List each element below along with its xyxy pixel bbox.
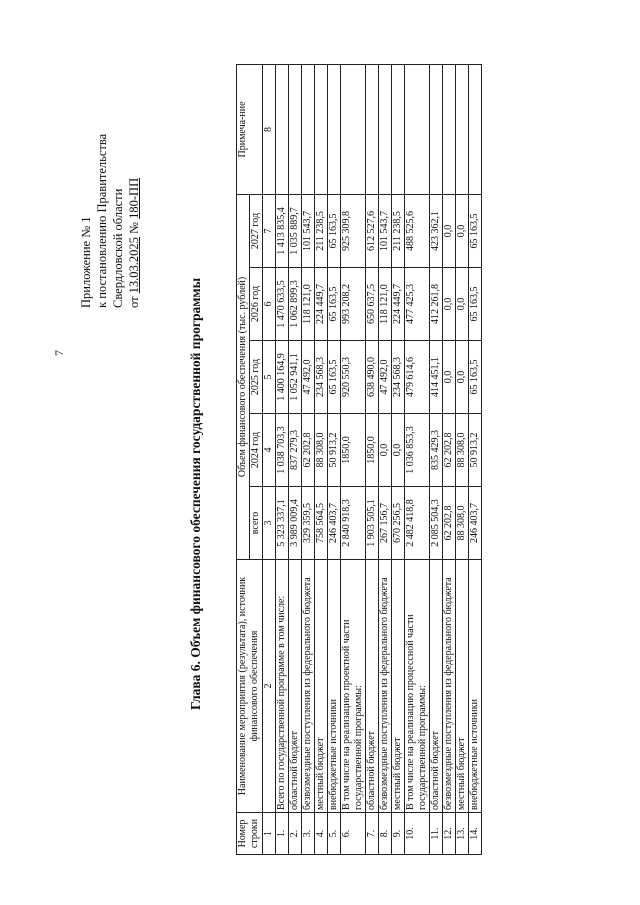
row-total: 246 403,7 bbox=[469, 487, 482, 560]
table-row bbox=[405, 64, 430, 854]
column-index: 4 bbox=[263, 414, 276, 487]
column-index: 2 bbox=[263, 560, 276, 813]
column-index: 1 bbox=[263, 813, 276, 855]
row-2026: 118 121,0 bbox=[379, 268, 392, 341]
table-row bbox=[328, 64, 341, 854]
row-2025: 47 492,0 bbox=[302, 341, 315, 414]
row-number: 10. bbox=[405, 813, 430, 855]
table-row bbox=[366, 64, 379, 854]
column-index-row bbox=[263, 64, 276, 854]
row-note bbox=[341, 64, 366, 194]
row-2026: 1 470 633,5 bbox=[276, 268, 289, 341]
row-2025: 0,0 bbox=[443, 341, 456, 414]
from-prefix: от bbox=[127, 296, 141, 308]
header-2024: 2024 год bbox=[250, 414, 263, 487]
number-sign: № bbox=[127, 222, 141, 234]
row-total: 5 323 337,1 bbox=[276, 487, 289, 560]
row-name: В том числе на реализацию процессной части государственной программы: bbox=[405, 560, 430, 813]
appendix-date-line bbox=[126, 68, 142, 308]
row-2024: 835 429,3 bbox=[430, 414, 443, 487]
page-number: 7 bbox=[52, 350, 66, 356]
row-2026: 477 425,3 bbox=[405, 268, 430, 341]
row-number: 8. bbox=[379, 813, 392, 855]
row-2025: 414 451,1 bbox=[430, 341, 443, 414]
row-number: 4. bbox=[315, 813, 328, 855]
row-2024: 50 913,2 bbox=[328, 414, 341, 487]
row-note bbox=[469, 64, 482, 194]
table-row bbox=[469, 64, 482, 854]
row-note bbox=[289, 64, 302, 194]
header-2027: 2027 год bbox=[250, 194, 263, 267]
row-2025: 479 614,6 bbox=[405, 341, 430, 414]
row-2024: 0,0 bbox=[392, 414, 405, 487]
row-2026: 993 208,2 bbox=[341, 268, 366, 341]
row-name: местный бюджет bbox=[456, 560, 469, 813]
table-row bbox=[289, 64, 302, 854]
row-total: 267 156,7 bbox=[379, 487, 392, 560]
row-2027: 612 527,6 bbox=[366, 194, 379, 267]
row-2026: 224 449,7 bbox=[315, 268, 328, 341]
row-2027: 101 543,7 bbox=[379, 194, 392, 267]
row-number: 5. bbox=[328, 813, 341, 855]
table-row bbox=[302, 64, 315, 854]
row-2026: 0,0 bbox=[456, 268, 469, 341]
row-2026: 0,0 bbox=[443, 268, 456, 341]
resolution-number: 180-ПП bbox=[127, 177, 141, 219]
row-note bbox=[405, 64, 430, 194]
row-2027: 1 035 889,7 bbox=[289, 194, 302, 267]
row-number: 2. bbox=[289, 813, 302, 855]
row-number: 6. bbox=[341, 813, 366, 855]
header-row-number: Номер строки bbox=[237, 813, 263, 855]
row-number: 13. bbox=[456, 813, 469, 855]
row-number: 12. bbox=[443, 813, 456, 855]
table-row bbox=[379, 64, 392, 854]
row-2027: 1 413 835,4 bbox=[276, 194, 289, 267]
row-total: 62 202,8 bbox=[443, 487, 456, 560]
row-name: местный бюджет bbox=[392, 560, 405, 813]
row-total: 2 085 504,3 bbox=[430, 487, 443, 560]
row-2024: 88 308,0 bbox=[456, 414, 469, 487]
row-2025: 234 568,3 bbox=[315, 341, 328, 414]
row-total: 2 482 418,8 bbox=[405, 487, 430, 560]
row-2025: 47 492,0 bbox=[379, 341, 392, 414]
row-note bbox=[456, 64, 469, 194]
column-index: 7 bbox=[263, 194, 276, 267]
row-name: внебюджетные источники bbox=[469, 560, 482, 813]
row-name: безвозмездные поступления из федерального бюджета bbox=[379, 560, 392, 813]
row-2025: 65 163,5 bbox=[328, 341, 341, 414]
row-number: 11. bbox=[430, 813, 443, 855]
row-2025: 920 550,3 bbox=[341, 341, 366, 414]
row-2026: 224 449,7 bbox=[392, 268, 405, 341]
appendix-line-3: Свердловской области bbox=[111, 188, 125, 308]
row-2024: 1 036 853,3 bbox=[405, 414, 430, 487]
row-2024: 50 913,2 bbox=[469, 414, 482, 487]
row-note bbox=[315, 64, 328, 194]
row-2026: 650 637,5 bbox=[366, 268, 379, 341]
row-2027: 925 309,8 bbox=[341, 194, 366, 267]
header-2025: 2025 год bbox=[250, 341, 263, 414]
row-number: 3. bbox=[302, 813, 315, 855]
resolution-date: 13.03.2025 bbox=[127, 237, 141, 294]
row-name: областной бюджет bbox=[366, 560, 379, 813]
financing-table bbox=[236, 64, 482, 855]
row-2024: 837 279,3 bbox=[289, 414, 302, 487]
header-note: Примеча-ние bbox=[237, 64, 263, 194]
row-2025: 638 490,0 bbox=[366, 341, 379, 414]
table-row bbox=[456, 64, 469, 854]
appendix-line-2: к постановлению Правительства bbox=[95, 133, 109, 308]
table-row bbox=[276, 64, 289, 854]
row-total: 758 564,5 bbox=[315, 487, 328, 560]
row-number: 14. bbox=[469, 813, 482, 855]
header-2026: 2026 год bbox=[250, 268, 263, 341]
row-2027: 211 238,5 bbox=[315, 194, 328, 267]
row-2024: 1850,0 bbox=[366, 414, 379, 487]
appendix-block bbox=[78, 68, 142, 308]
row-note bbox=[443, 64, 456, 194]
table-row bbox=[341, 64, 366, 854]
row-name: местный бюджет bbox=[315, 560, 328, 813]
header-volume: Объем финансового обеспечения (тыс. рублей) bbox=[237, 194, 250, 559]
row-2026: 1 062 899,3 bbox=[289, 268, 302, 341]
column-index: 6 bbox=[263, 268, 276, 341]
row-2027: 211 238,5 bbox=[392, 194, 405, 267]
row-2025: 1 052 941,1 bbox=[289, 341, 302, 414]
row-2026: 118 121,0 bbox=[302, 268, 315, 341]
row-total: 246 403,7 bbox=[328, 487, 341, 560]
row-total: 1 903 505,1 bbox=[366, 487, 379, 560]
row-2027: 423 362,1 bbox=[430, 194, 443, 267]
header-total: всего bbox=[250, 487, 263, 560]
row-2025: 65 163,5 bbox=[469, 341, 482, 414]
row-2026: 412 261,8 bbox=[430, 268, 443, 341]
row-total: 2 840 918,3 bbox=[341, 487, 366, 560]
row-2027: 488 525,6 bbox=[405, 194, 430, 267]
row-number: 9. bbox=[392, 813, 405, 855]
column-index: 5 bbox=[263, 341, 276, 414]
row-2027: 65 163,5 bbox=[469, 194, 482, 267]
row-2025: 234 568,3 bbox=[392, 341, 405, 414]
header-name: Наименование мероприятия (результата), источник финансового обеспечения bbox=[237, 560, 263, 813]
row-total: 670 256,5 bbox=[392, 487, 405, 560]
chapter-title: Глава 6. Объем финансового обеспечения государственной программы bbox=[188, 277, 203, 710]
row-total: 3 989 009,4 bbox=[289, 487, 302, 560]
table-row bbox=[315, 64, 328, 854]
row-name: внебюджетные источники bbox=[328, 560, 341, 813]
row-2025: 0,0 bbox=[456, 341, 469, 414]
row-name: безвозмездные поступления из федерального бюджета bbox=[302, 560, 315, 813]
row-2026: 65 163,5 bbox=[469, 268, 482, 341]
row-2024: 88 308,0 bbox=[315, 414, 328, 487]
table-row bbox=[392, 64, 405, 854]
row-name: областной бюджет bbox=[430, 560, 443, 813]
row-note bbox=[302, 64, 315, 194]
row-name: безвозмездные поступления из федерального бюджета bbox=[443, 560, 456, 813]
row-total: 329 359,5 bbox=[302, 487, 315, 560]
row-2027: 0,0 bbox=[443, 194, 456, 267]
row-note bbox=[328, 64, 341, 194]
row-total: 88 308,0 bbox=[456, 487, 469, 560]
row-note bbox=[430, 64, 443, 194]
row-2024: 1850,0 bbox=[341, 414, 366, 487]
row-2027: 65 163,5 bbox=[328, 194, 341, 267]
row-2025: 1 400 164,9 bbox=[276, 341, 289, 414]
row-2026: 65 163,5 bbox=[328, 268, 341, 341]
row-2027: 101 543,7 bbox=[302, 194, 315, 267]
financing-table-wrapper bbox=[236, 65, 482, 855]
row-name: Всего по государственной программе в том числе: bbox=[276, 560, 289, 813]
row-2027: 0,0 bbox=[456, 194, 469, 267]
table-row bbox=[430, 64, 443, 854]
row-number: 1. bbox=[276, 813, 289, 855]
column-index: 8 bbox=[263, 64, 276, 194]
appendix-line-1: Приложение № 1 bbox=[79, 216, 93, 308]
row-2024: 62 202,8 bbox=[443, 414, 456, 487]
row-2024: 62 202,8 bbox=[302, 414, 315, 487]
row-note bbox=[392, 64, 405, 194]
column-index: 3 bbox=[263, 487, 276, 560]
row-name: В том числе на реализацию проектной части государственной программы: bbox=[341, 560, 366, 813]
row-name: областной бюджет bbox=[289, 560, 302, 813]
row-note bbox=[366, 64, 379, 194]
row-note bbox=[276, 64, 289, 194]
row-number: 7. bbox=[366, 813, 379, 855]
row-2024: 0,0 bbox=[379, 414, 392, 487]
table-row bbox=[443, 64, 456, 854]
row-note bbox=[379, 64, 392, 194]
row-2024: 1 038 703,3 bbox=[276, 414, 289, 487]
